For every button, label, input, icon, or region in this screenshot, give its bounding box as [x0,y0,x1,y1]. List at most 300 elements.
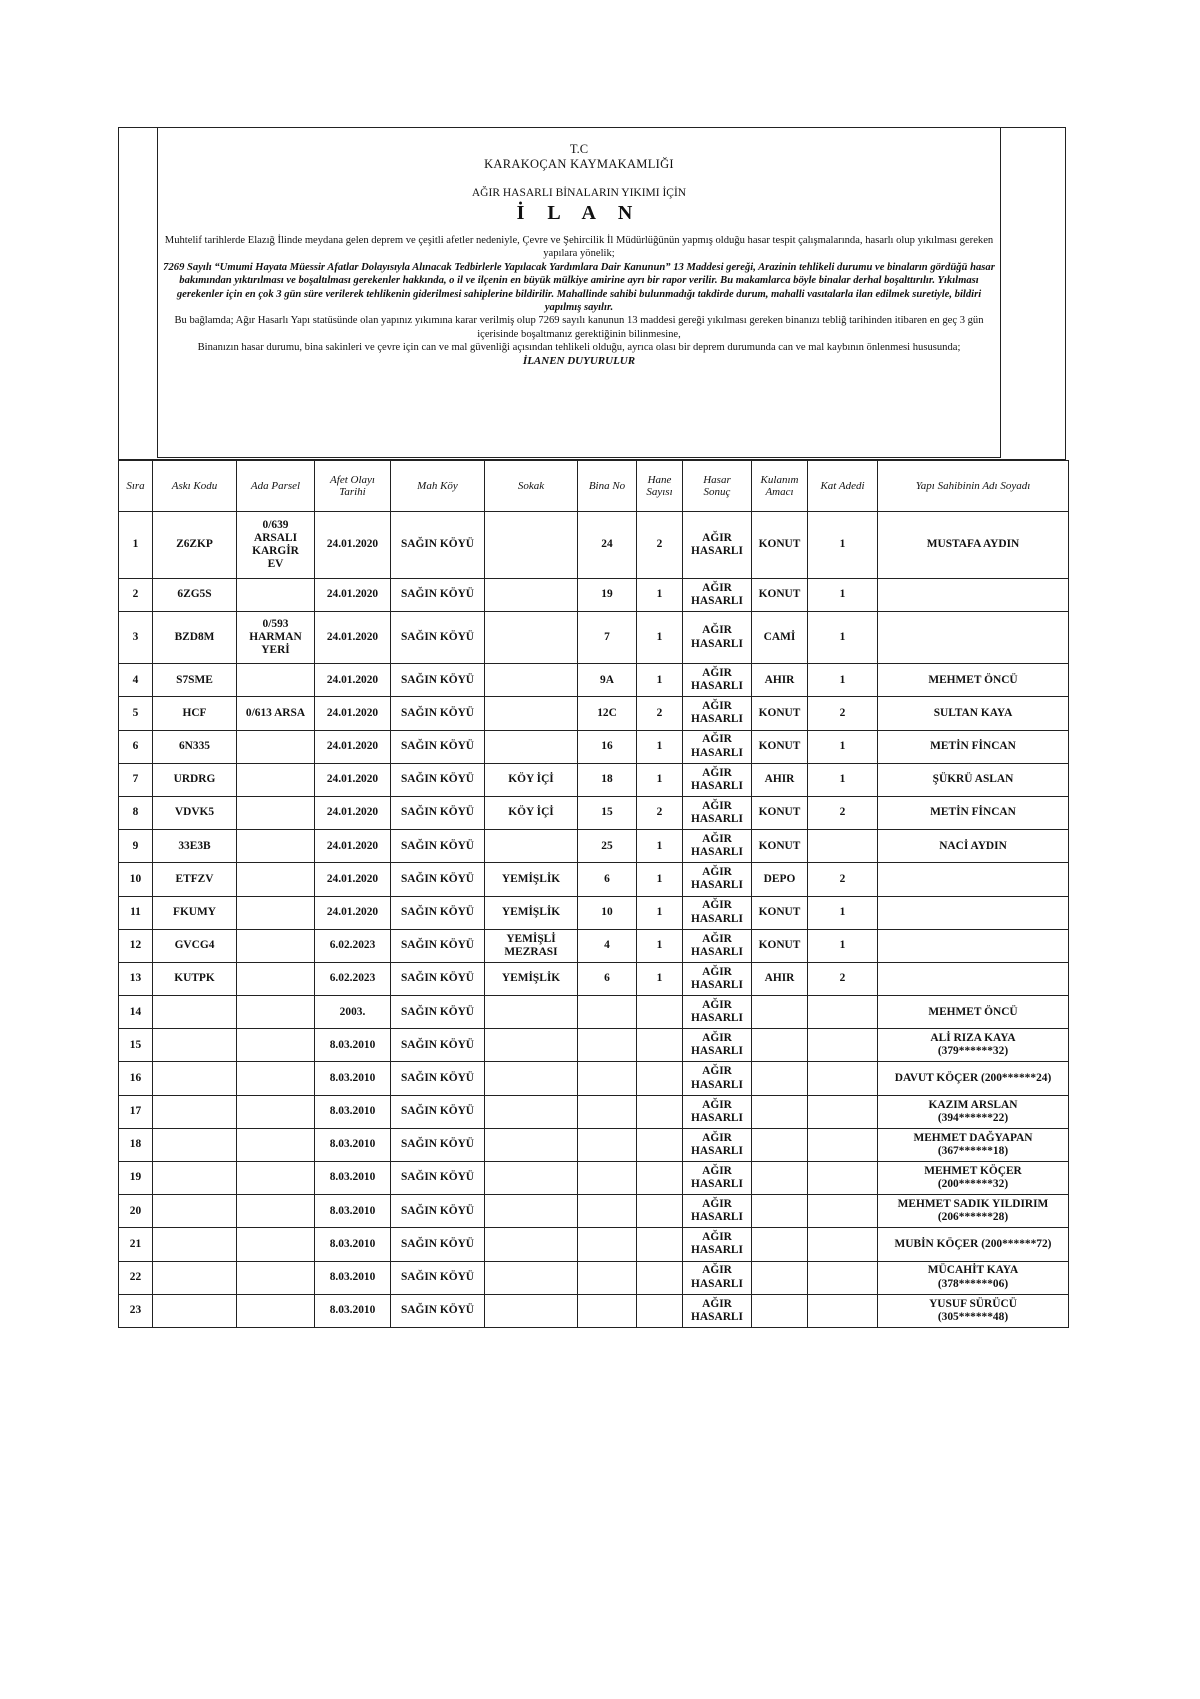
cell-bina-no: 25 [578,830,637,863]
cell-mah-koy: SAĞIN KÖYÜ [391,1029,485,1062]
cell-afet-tarihi: 24.01.2020 [315,896,391,929]
cell-afet-tarihi: 24.01.2020 [315,863,391,896]
cell-afet-tarihi: 24.01.2020 [315,796,391,829]
cell-ada-parsel [237,579,315,612]
cell-mah-koy: SAĞIN KÖYÜ [391,796,485,829]
issuing-authority: KARAKOÇAN KAYMAKAMLIĞI [484,157,674,171]
cell-yapi-sahibi: MEHMET ÖNCÜ [878,996,1069,1029]
table-row [119,1228,1069,1261]
cell-kullanim-amaci: AHIR [752,763,808,796]
cell-sira: 10 [119,863,153,896]
cell-kullanim-amaci [752,1195,808,1228]
table-row [119,1162,1069,1195]
cell-bina-no [578,1195,637,1228]
cell-ada-parsel [237,1095,315,1128]
cell-hane-sayisi: 1 [637,830,683,863]
cell-sokak: YEMİŞLİK [485,863,578,896]
cell-sokak [485,1029,578,1062]
cell-hane-sayisi: 1 [637,664,683,697]
cell-kullanim-amaci [752,1294,808,1327]
cell-mah-koy: SAĞIN KÖYÜ [391,730,485,763]
table-row [119,962,1069,995]
notice-title: İ L A N [516,202,642,224]
column-header-hane-sayisi: Hane Sayısı [637,461,683,512]
cell-yapi-sahibi: SULTAN KAYA [878,697,1069,730]
cell-afet-tarihi: 8.03.2010 [315,1095,391,1128]
cell-aski-kodu: S7SME [153,664,237,697]
cell-ada-parsel [237,896,315,929]
notice-paragraph-law: 7269 Sayılı “Umumi Hayata Müessir Afatlar Dolayısıyla Alınacak Tedbirlerle Yapılacak Yardımlara Dair Kanunun” 13 Maddesi gereği, Arazinin tehlikeli durumu ve binaların gördüğü hasar bakımından yıktırılması ve boşaltılması gerekenler hakkında, o il ve ilçenin en büyük mülkiye amirine ayrı bir rapor verilir. Bu makamlarca böyle binalar derhal boşalttırılır. Yıkılması gerekenler için en çok 3 gün süre verilerek tehlikenin giderilmesi sahiplerine bildirilir. Mahallinde sahibi bulunmadığı takdirde durum, mahalli vasıtalarla ilan edilmek suretiyle, bildiri yapılmış sayılır. [163,261,995,314]
cell-hasar-sonuc: AĞIR HASARLI [683,796,752,829]
cell-ada-parsel [237,929,315,962]
cell-sokak [485,830,578,863]
cell-sokak: KÖY İÇİ [485,796,578,829]
cell-hasar-sonuc: AĞIR HASARLI [683,1095,752,1128]
cell-aski-kodu [153,996,237,1029]
cell-mah-koy: SAĞIN KÖYÜ [391,863,485,896]
cell-ada-parsel: 0/639 ARSALI KARGİR EV [237,512,315,579]
cell-sokak [485,612,578,664]
cell-kullanim-amaci [752,1029,808,1062]
cell-ada-parsel [237,763,315,796]
cell-mah-koy: SAĞIN KÖYÜ [391,1095,485,1128]
cell-aski-kodu: 33E3B [153,830,237,863]
cell-yapi-sahibi: MEHMET DAĞYAPAN (367******18) [878,1128,1069,1161]
cell-hasar-sonuc: AĞIR HASARLI [683,612,752,664]
table-body [119,512,1069,1328]
cell-sokak [485,1294,578,1327]
cell-kullanim-amaci [752,1162,808,1195]
cell-ada-parsel [237,830,315,863]
cell-sokak [485,512,578,579]
cell-kat-adedi [808,1294,878,1327]
table-row [119,763,1069,796]
cell-yapi-sahibi [878,896,1069,929]
cell-hane-sayisi [637,1095,683,1128]
cell-bina-no [578,1228,637,1261]
cell-sira: 5 [119,697,153,730]
cell-yapi-sahibi [878,929,1069,962]
cell-bina-no: 12C [578,697,637,730]
cell-bina-no: 7 [578,612,637,664]
cell-kat-adedi [808,996,878,1029]
cell-sira: 7 [119,763,153,796]
cell-ada-parsel [237,1128,315,1161]
cell-sira: 6 [119,730,153,763]
column-header-kat-adedi: Kat Adedi [808,461,878,512]
cell-kat-adedi: 1 [808,512,878,579]
cell-kullanim-amaci: KONUT [752,830,808,863]
cell-kat-adedi: 1 [808,579,878,612]
cell-kullanim-amaci: CAMİ [752,612,808,664]
cell-sokak [485,1162,578,1195]
cell-sira: 20 [119,1195,153,1228]
cell-aski-kodu: FKUMY [153,896,237,929]
cell-afet-tarihi: 24.01.2020 [315,763,391,796]
cell-afet-tarihi: 2003. [315,996,391,1029]
cell-afet-tarihi: 8.03.2010 [315,1261,391,1294]
cell-aski-kodu: VDVK5 [153,796,237,829]
cell-sira: 15 [119,1029,153,1062]
cell-sira: 22 [119,1261,153,1294]
cell-hasar-sonuc: AĞIR HASARLI [683,512,752,579]
cell-kat-adedi: 1 [808,929,878,962]
cell-aski-kodu [153,1228,237,1261]
cell-kullanim-amaci: KONUT [752,796,808,829]
cell-mah-koy: SAĞIN KÖYÜ [391,1128,485,1161]
cell-sira: 16 [119,1062,153,1095]
cell-hasar-sonuc: AĞIR HASARLI [683,1128,752,1161]
table-row [119,664,1069,697]
cell-bina-no: 19 [578,579,637,612]
column-header-aski-kodu: Askı Kodu [153,461,237,512]
notice-subject: AĞIR HASARLI BİNALARIN YIKIMI İÇİN [471,187,687,199]
cell-yapi-sahibi: MEHMET ÖNCÜ [878,664,1069,697]
cell-sira: 4 [119,664,153,697]
column-header-bina-no: Bina No [578,461,637,512]
cell-sokak [485,664,578,697]
cell-yapi-sahibi [878,962,1069,995]
cell-bina-no [578,996,637,1029]
cell-kullanim-amaci: AHIR [752,962,808,995]
table-row [119,830,1069,863]
cell-ada-parsel [237,1261,315,1294]
cell-hane-sayisi [637,1162,683,1195]
cell-kullanim-amaci [752,1095,808,1128]
cell-hane-sayisi [637,996,683,1029]
table-row [119,996,1069,1029]
cell-kullanim-amaci: KONUT [752,896,808,929]
cell-aski-kodu [153,1062,237,1095]
cell-afet-tarihi: 8.03.2010 [315,1029,391,1062]
cell-aski-kodu [153,1162,237,1195]
cell-mah-koy: SAĞIN KÖYÜ [391,996,485,1029]
cell-afet-tarihi: 6.02.2023 [315,962,391,995]
cell-afet-tarihi: 8.03.2010 [315,1294,391,1327]
state-abbreviation: T.C [569,142,589,156]
cell-hane-sayisi [637,1294,683,1327]
cell-aski-kodu [153,1261,237,1294]
cell-ada-parsel [237,1294,315,1327]
cell-hasar-sonuc: AĞIR HASARLI [683,996,752,1029]
cell-yapi-sahibi: MEHMET SADIK YILDIRIM (206******28) [878,1195,1069,1228]
damaged-buildings-table [118,460,1069,1328]
notice-paragraph-decision: Bu bağlamda; Ağır Hasarlı Yapı statüsünde olan yapınız yıkımına karar verilmiş olup 7269 sayılı kanunun 13 maddesi gereği yıkılması gereken binanızı tebliğ tarihinden itibaren en geç 3 gün içerisinde boşaltmanız gerektiğinin bilinmesine, [174,315,984,340]
notice-box [157,127,1001,458]
column-header-sokak: Sokak [485,461,578,512]
cell-kat-adedi: 2 [808,962,878,995]
cell-hasar-sonuc: AĞIR HASARLI [683,830,752,863]
cell-sira: 3 [119,612,153,664]
cell-bina-no: 16 [578,730,637,763]
cell-hasar-sonuc: AĞIR HASARLI [683,1162,752,1195]
cell-mah-koy: SAĞIN KÖYÜ [391,763,485,796]
cell-yapi-sahibi [878,579,1069,612]
cell-hane-sayisi [637,1261,683,1294]
cell-kullanim-amaci: KONUT [752,730,808,763]
cell-sokak: KÖY İÇİ [485,763,578,796]
cell-hane-sayisi [637,1228,683,1261]
cell-kullanim-amaci [752,1261,808,1294]
cell-mah-koy: SAĞIN KÖYÜ [391,664,485,697]
cell-yapi-sahibi: ALİ RIZA KAYA (379******32) [878,1029,1069,1062]
cell-hane-sayisi: 1 [637,929,683,962]
cell-kat-adedi [808,1162,878,1195]
cell-bina-no [578,1095,637,1128]
cell-yapi-sahibi: MUSTAFA AYDIN [878,512,1069,579]
cell-hasar-sonuc: AĞIR HASARLI [683,962,752,995]
notice-paragraph-intro: Muhtelif tarihlerde Elazığ İlinde meydana gelen deprem ve çeşitli afetler nedeniyle, Çevre ve Şehircilik İl Müdürlüğünün yapmış olduğu hasar tespit çalışmalarında, hasarlı olup yıkılması gereken yapılara yönelik; [164,235,994,260]
cell-sira: 9 [119,830,153,863]
cell-mah-koy: SAĞIN KÖYÜ [391,962,485,995]
cell-aski-kodu [153,1128,237,1161]
cell-hane-sayisi: 1 [637,579,683,612]
cell-ada-parsel [237,863,315,896]
cell-ada-parsel [237,1062,315,1095]
cell-yapi-sahibi: NACİ AYDIN [878,830,1069,863]
table-row [119,1095,1069,1128]
cell-sokak: YEMİŞLİK [485,896,578,929]
cell-afet-tarihi: 8.03.2010 [315,1162,391,1195]
cell-bina-no: 24 [578,512,637,579]
table-row [119,1062,1069,1095]
cell-hane-sayisi: 1 [637,962,683,995]
cell-hane-sayisi [637,1195,683,1228]
cell-bina-no: 9A [578,664,637,697]
cell-afet-tarihi: 24.01.2020 [315,512,391,579]
column-header-yapi-sahibi: Yapı Sahibinin Adı Soyadı [878,461,1069,512]
cell-yapi-sahibi: DAVUT KÖÇER (200******24) [878,1062,1069,1095]
table-row [119,1029,1069,1062]
cell-sira: 18 [119,1128,153,1161]
cell-afet-tarihi: 24.01.2020 [315,612,391,664]
cell-kat-adedi [808,1261,878,1294]
cell-ada-parsel [237,962,315,995]
cell-bina-no [578,1029,637,1062]
cell-hasar-sonuc: AĞIR HASARLI [683,730,752,763]
cell-aski-kodu [153,1195,237,1228]
cell-bina-no: 6 [578,863,637,896]
cell-kat-adedi [808,1228,878,1261]
cell-kullanim-amaci: KONUT [752,929,808,962]
cell-aski-kodu: HCF [153,697,237,730]
table-row [119,1261,1069,1294]
cell-hasar-sonuc: AĞIR HASARLI [683,1228,752,1261]
cell-sokak: YEMİŞLİ MEZRASI [485,929,578,962]
cell-kullanim-amaci [752,1128,808,1161]
cell-kullanim-amaci [752,1228,808,1261]
cell-bina-no: 18 [578,763,637,796]
cell-sokak [485,1062,578,1095]
cell-sira: 23 [119,1294,153,1327]
cell-bina-no [578,1261,637,1294]
cell-hasar-sonuc: AĞIR HASARLI [683,863,752,896]
cell-kullanim-amaci: KONUT [752,697,808,730]
cell-yapi-sahibi: MUBİN KÖÇER (200******72) [878,1228,1069,1261]
cell-afet-tarihi: 8.03.2010 [315,1128,391,1161]
cell-aski-kodu [153,1095,237,1128]
cell-hane-sayisi [637,1062,683,1095]
cell-hane-sayisi [637,1029,683,1062]
column-header-sira: Sıra [119,461,153,512]
table-row [119,1294,1069,1327]
cell-sira: 19 [119,1162,153,1195]
cell-kullanim-amaci [752,996,808,1029]
cell-sira: 11 [119,896,153,929]
cell-yapi-sahibi [878,612,1069,664]
cell-ada-parsel [237,996,315,1029]
table-row [119,796,1069,829]
cell-bina-no: 10 [578,896,637,929]
cell-mah-koy: SAĞIN KÖYÜ [391,1261,485,1294]
cell-ada-parsel [237,1228,315,1261]
cell-afet-tarihi: 24.01.2020 [315,579,391,612]
cell-aski-kodu: 6N335 [153,730,237,763]
cell-mah-koy: SAĞIN KÖYÜ [391,697,485,730]
cell-bina-no: 6 [578,962,637,995]
table-header-row [119,461,1069,512]
notice-body [162,234,996,355]
cell-yapi-sahibi [878,863,1069,896]
cell-hasar-sonuc: AĞIR HASARLI [683,1294,752,1327]
cell-mah-koy: SAĞIN KÖYÜ [391,929,485,962]
cell-sira: 2 [119,579,153,612]
cell-aski-kodu: ETFZV [153,863,237,896]
cell-aski-kodu: GVCG4 [153,929,237,962]
cell-kat-adedi: 1 [808,896,878,929]
cell-kat-adedi [808,1128,878,1161]
cell-hasar-sonuc: AĞIR HASARLI [683,1029,752,1062]
cell-yapi-sahibi: METİN FİNCAN [878,730,1069,763]
cell-sokak [485,1228,578,1261]
cell-mah-koy: SAĞIN KÖYÜ [391,612,485,664]
cell-afet-tarihi: 6.02.2023 [315,929,391,962]
notice-paragraph-danger: Binanızın hasar durumu, bina sakinleri ve çevre için can ve mal güvenliği açısından tehlikeli olduğu, ayrıca olası bir deprem durumunda can ve mal kaybının önlenmesi hususunda; [197,342,961,354]
table-row [119,1128,1069,1161]
cell-hane-sayisi: 1 [637,896,683,929]
cell-sira: 8 [119,796,153,829]
cell-bina-no [578,1162,637,1195]
cell-kullanim-amaci: KONUT [752,512,808,579]
cell-ada-parsel [237,1029,315,1062]
cell-sira: 21 [119,1228,153,1261]
cell-kat-adedi [808,1095,878,1128]
cell-kat-adedi [808,1029,878,1062]
cell-ada-parsel [237,1162,315,1195]
table-row [119,512,1069,579]
cell-sira: 1 [119,512,153,579]
cell-aski-kodu: Z6ZKP [153,512,237,579]
table-row [119,1195,1069,1228]
table-row [119,697,1069,730]
cell-sokak [485,697,578,730]
cell-afet-tarihi: 8.03.2010 [315,1228,391,1261]
cell-afet-tarihi: 24.01.2020 [315,830,391,863]
cell-sira: 14 [119,996,153,1029]
cell-mah-koy: SAĞIN KÖYÜ [391,1294,485,1327]
cell-aski-kodu: KUTPK [153,962,237,995]
cell-hasar-sonuc: AĞIR HASARLI [683,1195,752,1228]
cell-hasar-sonuc: AĞIR HASARLI [683,763,752,796]
cell-kat-adedi: 1 [808,612,878,664]
cell-afet-tarihi: 24.01.2020 [315,730,391,763]
cell-kat-adedi [808,830,878,863]
cell-ada-parsel [237,796,315,829]
cell-yapi-sahibi: KAZIM ARSLAN (394******22) [878,1095,1069,1128]
cell-ada-parsel: 0/593 HARMAN YERİ [237,612,315,664]
cell-sokak [485,996,578,1029]
cell-hasar-sonuc: AĞIR HASARLI [683,697,752,730]
cell-kat-adedi: 1 [808,664,878,697]
table-row [119,896,1069,929]
table-row [119,863,1069,896]
cell-kat-adedi: 2 [808,796,878,829]
table-row [119,929,1069,962]
cell-hasar-sonuc: AĞIR HASARLI [683,929,752,962]
cell-mah-koy: SAĞIN KÖYÜ [391,1062,485,1095]
cell-bina-no: 4 [578,929,637,962]
cell-sokak [485,730,578,763]
cell-afet-tarihi: 8.03.2010 [315,1062,391,1095]
cell-kat-adedi [808,1062,878,1095]
cell-sira: 12 [119,929,153,962]
cell-sokak [485,1095,578,1128]
cell-kat-adedi: 2 [808,697,878,730]
cell-kat-adedi: 2 [808,863,878,896]
cell-aski-kodu: URDRG [153,763,237,796]
cell-bina-no [578,1062,637,1095]
cell-kullanim-amaci: KONUT [752,579,808,612]
cell-ada-parsel [237,1195,315,1228]
cell-yapi-sahibi: MEHMET KÖÇER (200******32) [878,1162,1069,1195]
column-header-afet-tarihi: Afet Olayı Tarihi [315,461,391,512]
cell-hasar-sonuc: AĞIR HASARLI [683,664,752,697]
cell-hane-sayisi [637,1128,683,1161]
cell-hane-sayisi: 1 [637,730,683,763]
cell-mah-koy: SAĞIN KÖYÜ [391,1228,485,1261]
cell-mah-koy: SAĞIN KÖYÜ [391,1162,485,1195]
cell-mah-koy: SAĞIN KÖYÜ [391,579,485,612]
cell-sokak: YEMİŞLİK [485,962,578,995]
table-row [119,730,1069,763]
cell-aski-kodu: 6ZG5S [153,579,237,612]
cell-hane-sayisi: 1 [637,763,683,796]
cell-yapi-sahibi: METİN FİNCAN [878,796,1069,829]
cell-afet-tarihi: 24.01.2020 [315,664,391,697]
cell-mah-koy: SAĞIN KÖYÜ [391,1195,485,1228]
cell-hasar-sonuc: AĞIR HASARLI [683,1062,752,1095]
cell-kullanim-amaci [752,1062,808,1095]
cell-kat-adedi [808,1195,878,1228]
cell-mah-koy: SAĞIN KÖYÜ [391,830,485,863]
cell-aski-kodu [153,1294,237,1327]
cell-yapi-sahibi: MÜCAHİT KAYA (378******06) [878,1261,1069,1294]
cell-sokak [485,1195,578,1228]
cell-yapi-sahibi: ŞÜKRÜ ASLAN [878,763,1069,796]
notice-closing: İLANEN DUYURULUR [522,354,636,367]
table-row [119,579,1069,612]
cell-hane-sayisi: 1 [637,863,683,896]
column-header-ada-parsel: Ada Parsel [237,461,315,512]
cell-afet-tarihi: 8.03.2010 [315,1195,391,1228]
column-header-mah-koy: Mah Köy [391,461,485,512]
cell-kat-adedi: 1 [808,730,878,763]
cell-kullanim-amaci: AHIR [752,664,808,697]
cell-hasar-sonuc: AĞIR HASARLI [683,1261,752,1294]
cell-hane-sayisi: 2 [637,512,683,579]
cell-bina-no: 15 [578,796,637,829]
table-row [119,612,1069,664]
